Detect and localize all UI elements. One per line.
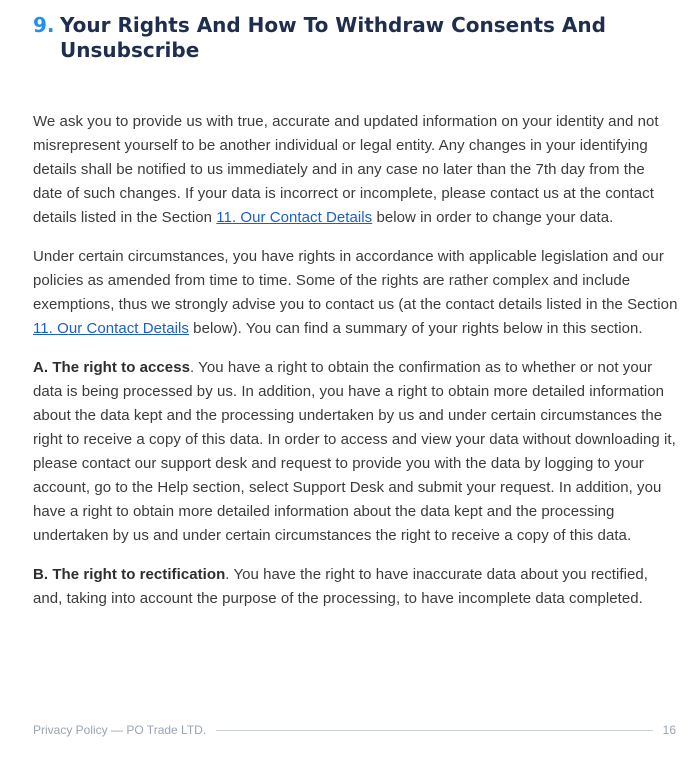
right-heading: B. The right to rectification xyxy=(33,566,226,583)
paragraph-text: We ask you to provide us with true, accurate and updated information on your identity and not misrepresent yourself to be another individual or legal entity. Any changes in your identifying details shall be notified to us immediately and in any case no later than the 7th day from the date of such changes. If your data is incorrect or incomplete, please contact us at the contact details listed in the Section xyxy=(33,113,659,226)
contact-details-link[interactable]: 11. Our Contact Details xyxy=(216,209,373,226)
section-number: 9. xyxy=(33,13,55,37)
paragraph-text: . You have the right to have inaccurate data about you rectified, and, taking into account the purpose of the processing, to have incomplete data completed. xyxy=(33,566,649,607)
right-heading: A. The right to access xyxy=(33,359,190,376)
paragraph-right-to-rectification xyxy=(33,563,678,611)
section-body xyxy=(33,110,678,626)
footer-label: Privacy Policy — PO Trade LTD. xyxy=(33,723,207,737)
paragraph-text: below). You can find a summary of your rights below in this section. xyxy=(188,320,643,337)
paragraph-data-accuracy xyxy=(33,110,678,230)
paragraph-right-to-access xyxy=(33,356,678,548)
paragraph-text: . You have a right to obtain the confirmation as to whether or not your data is being processed by us. In addition, you have a right to obtain more detailed information about the data kept and the processing undertaken by us and under certain circumstances the right to receive a copy of this data. In order to access and view your data without downloading it, please contact our support desk and request to provide you with the data by logging to your account, go to the Help section, select Support Desk and submit your request. In addition, you have a right to obtain more detailed information about the data kept and the processing undertaken by us and under certain circumstances the right to receive a copy of this data. xyxy=(33,359,676,544)
paragraph-rights-summary xyxy=(33,245,678,341)
page-number: 16 xyxy=(662,723,676,737)
footer-divider xyxy=(216,730,652,731)
section-title: Your Rights And How To Withdraw Consents And Unsubscribe xyxy=(60,13,606,62)
section-heading xyxy=(33,13,673,63)
paragraph-text: Under certain circumstances, you have rights in accordance with applicable legislation and our policies as amended from time to time. Some of the rights are rather complex and include exemptions, thus we strongly advise you to contact us (at the contact details listed in the Section xyxy=(33,248,678,313)
contact-details-link[interactable]: 11. Our Contact Details xyxy=(33,320,189,337)
page-footer xyxy=(33,723,676,737)
paragraph-text: below in order to change your data. xyxy=(372,209,614,226)
